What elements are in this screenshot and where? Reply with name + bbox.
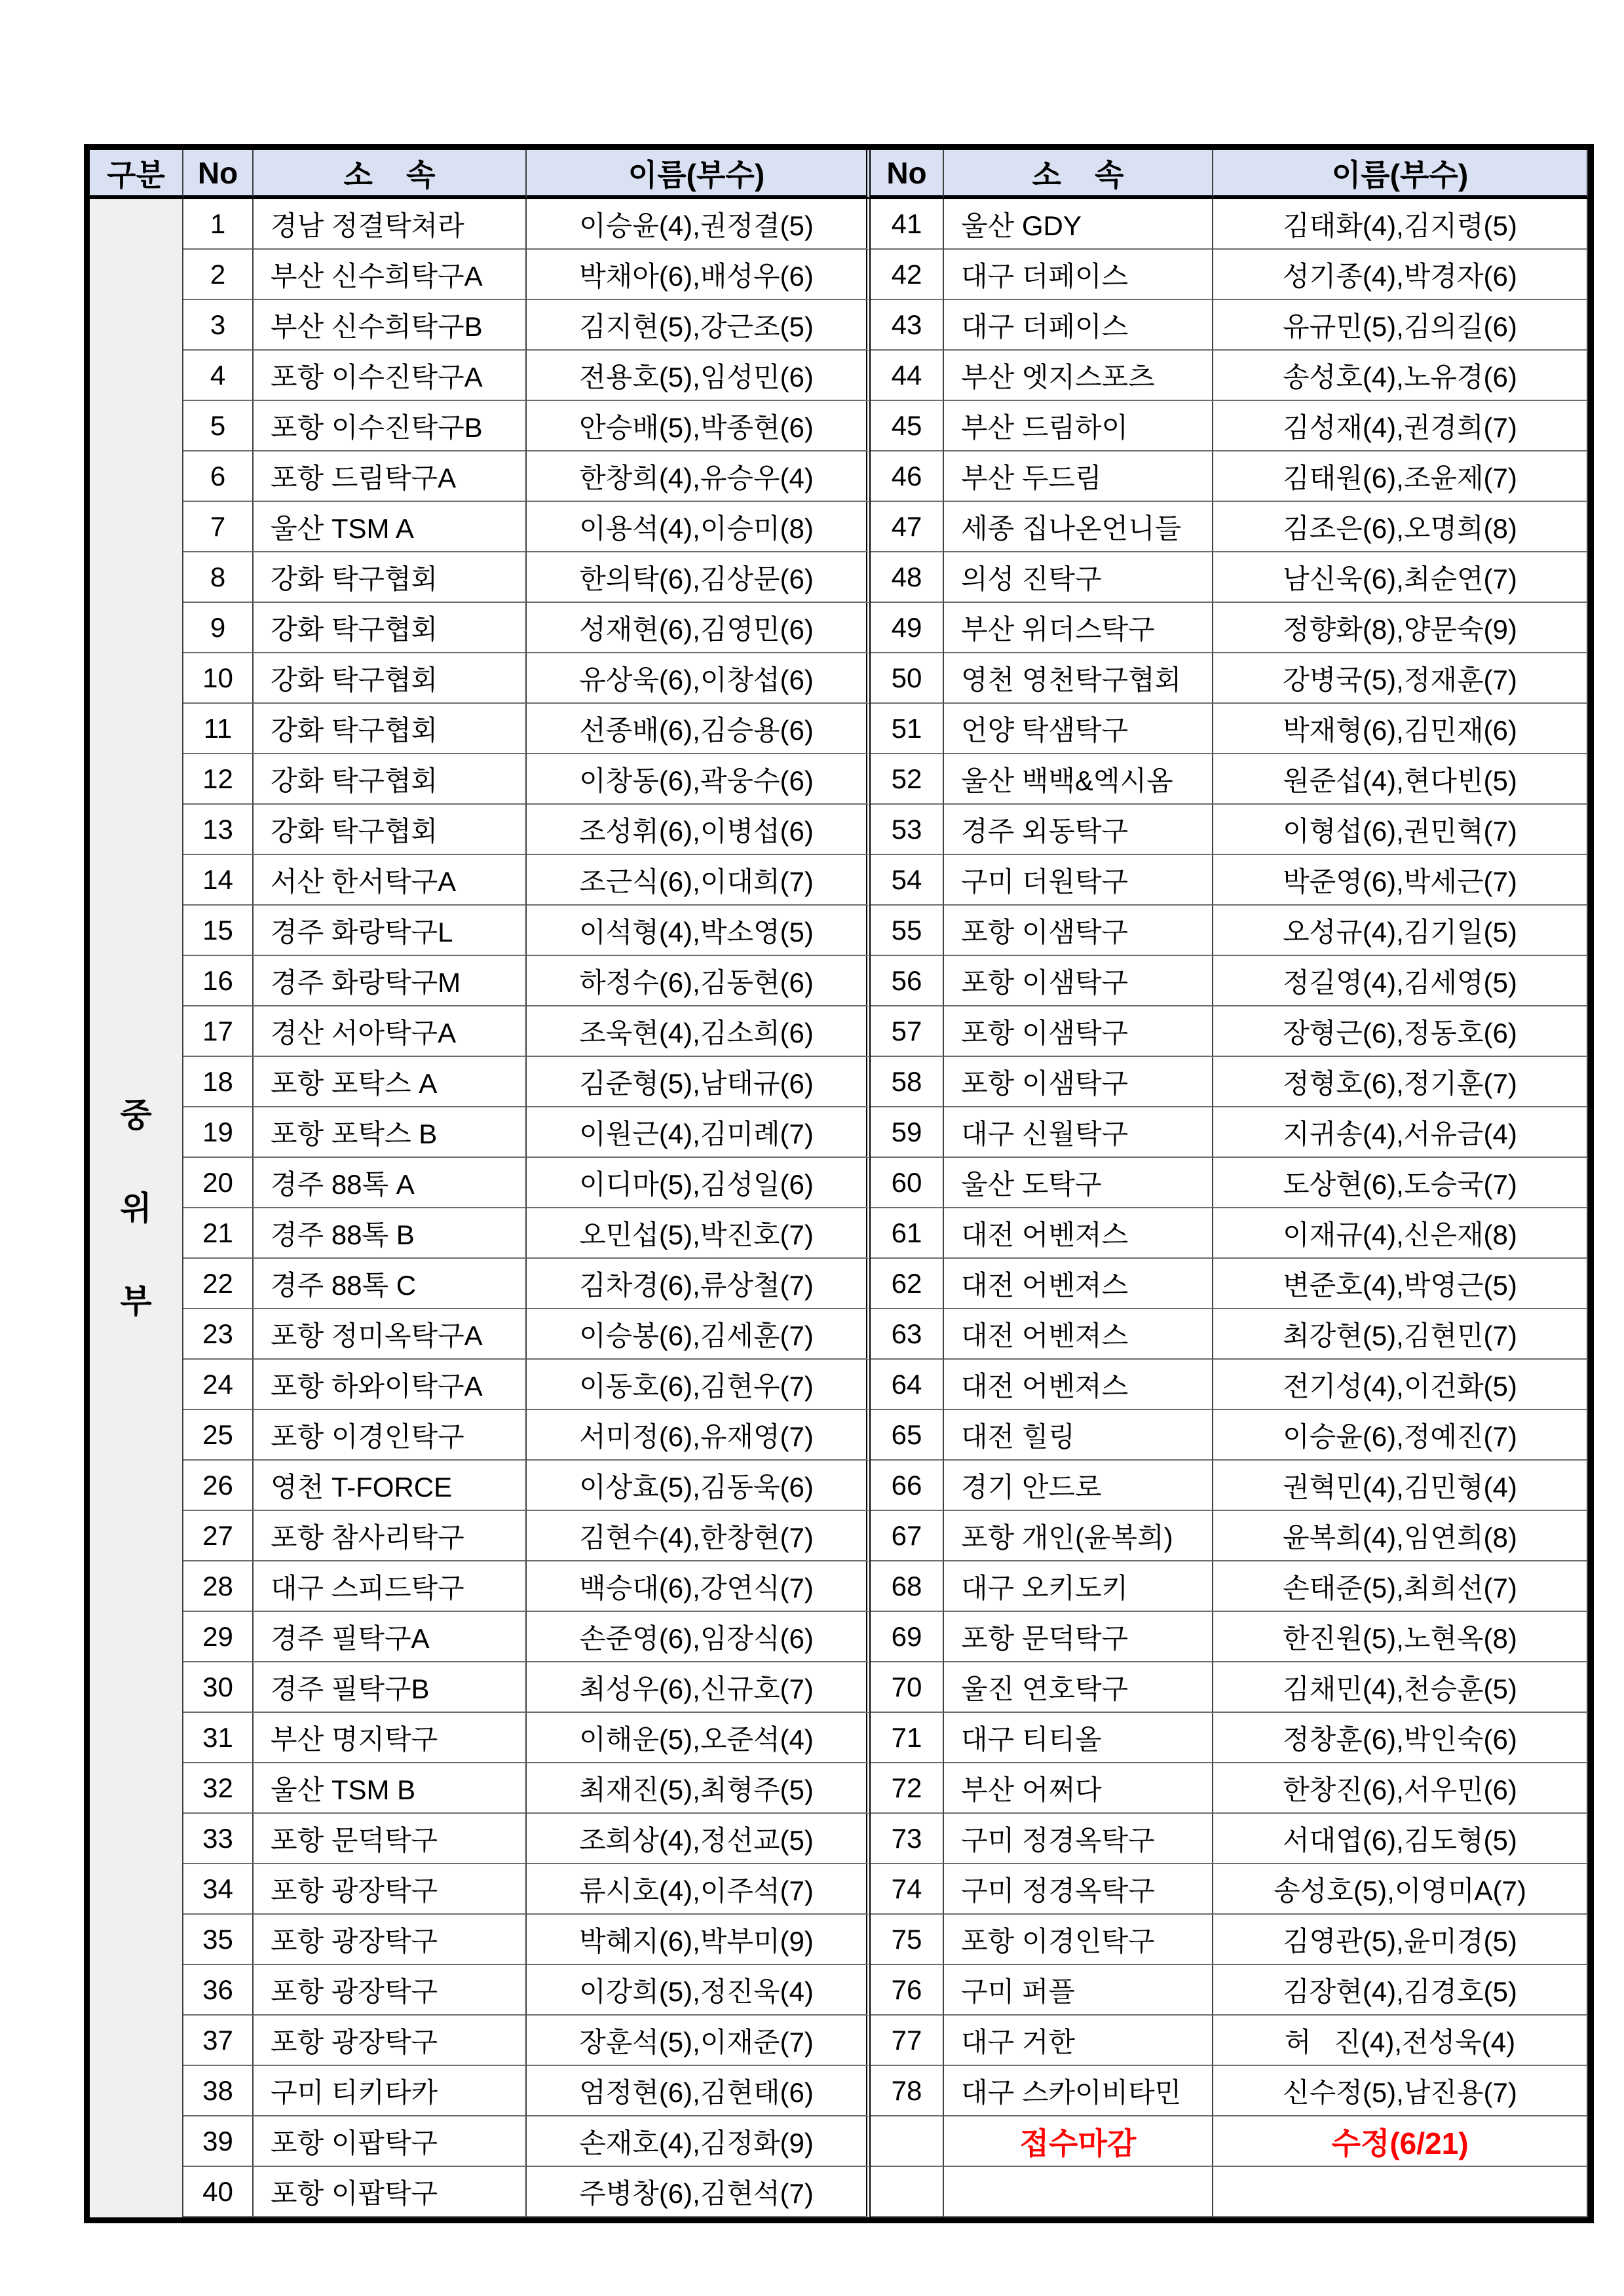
name-cell: 성재현(6),김영민(6) (527, 603, 871, 653)
name-cell: 안승배(5),박종현(6) (527, 401, 871, 451)
name-cell: 조희상(4),정선교(5) (527, 1814, 871, 1864)
team-cell: 포항 이샘탁구 (944, 1006, 1213, 1057)
team-cell: 포항 이경인탁구 (944, 1915, 1213, 1965)
row-no: 20 (183, 1158, 254, 1208)
row-no: 18 (183, 1057, 254, 1107)
name-cell: 서미정(6),유재영(7) (527, 1410, 871, 1461)
team-cell: 포항 하와이탁구A (254, 1360, 527, 1410)
row-no: 47 (871, 502, 944, 552)
team-cell: 구미 더원탁구 (944, 855, 1213, 906)
row-no: 61 (871, 1208, 944, 1259)
row-no: 59 (871, 1107, 944, 1158)
team-cell: 대구 스카이비타민 (944, 2066, 1213, 2116)
row-no-empty (871, 2167, 944, 2217)
division-char-2: 위 (120, 1190, 152, 1227)
team-cell: 대전 어벤져스 (944, 1259, 1213, 1309)
header-no-left: No (183, 150, 254, 199)
name-cell: 이형섭(6),권민혁(7) (1213, 805, 1588, 855)
team-cell: 경주 외동탁구 (944, 805, 1213, 855)
name-cell: 이동호(6),김현우(7) (527, 1360, 871, 1410)
row-no: 37 (183, 2016, 254, 2066)
name-cell: 이용석(4),이승미(8) (527, 502, 871, 552)
row-no: 77 (871, 2016, 944, 2066)
team-cell: 강화 탁구협회 (254, 805, 527, 855)
name-cell: 손태준(5),최희선(7) (1213, 1561, 1588, 1612)
name-cell: 한창진(6),서우민(6) (1213, 1763, 1588, 1814)
row-no: 29 (183, 1612, 254, 1662)
team-cell: 포항 광장탁구 (254, 1965, 527, 2016)
row-no: 71 (871, 1713, 944, 1763)
row-no-empty (871, 2116, 944, 2167)
name-cell: 백승대(6),강연식(7) (527, 1561, 871, 1612)
row-no: 15 (183, 906, 254, 956)
name-cell: 박채아(6),배성우(6) (527, 250, 871, 300)
team-cell: 강화 탁구협회 (254, 704, 527, 754)
team-cell: 경주 88톡 B (254, 1208, 527, 1259)
row-no: 63 (871, 1309, 944, 1360)
row-no: 31 (183, 1713, 254, 1763)
row-no: 64 (871, 1360, 944, 1410)
name-cell: 김준형(5),남태규(6) (527, 1057, 871, 1107)
name-cell: 박혜지(6),박부미(9) (527, 1915, 871, 1965)
team-cell: 구미 정경옥탁구 (944, 1814, 1213, 1864)
row-no: 16 (183, 956, 254, 1006)
name-cell: 김차경(6),류상철(7) (527, 1259, 871, 1309)
team-cell: 대전 어벤져스 (944, 1208, 1213, 1259)
team-cell: 대전 힐링 (944, 1410, 1213, 1461)
row-no: 38 (183, 2066, 254, 2116)
row-no: 24 (183, 1360, 254, 1410)
row-no: 32 (183, 1763, 254, 1814)
team-cell: 울산 GDY (944, 199, 1213, 250)
row-no: 1 (183, 199, 254, 250)
header-no-right: No (871, 150, 944, 199)
row-no: 39 (183, 2116, 254, 2167)
row-no: 10 (183, 653, 254, 704)
row-no: 28 (183, 1561, 254, 1612)
name-cell: 한진원(5),노현옥(8) (1213, 1612, 1588, 1662)
team-cell: 경주 88톡 C (254, 1259, 527, 1309)
team-cell: 구미 티키타카 (254, 2066, 527, 2116)
row-no: 43 (871, 300, 944, 351)
division-label (90, 199, 183, 2217)
team-cell: 부산 신수희탁구B (254, 300, 527, 351)
name-cell: 이석형(4),박소영(5) (527, 906, 871, 956)
name-cell: 손준영(6),임장식(6) (527, 1612, 871, 1662)
row-no: 22 (183, 1259, 254, 1309)
team-cell: 대구 더페이스 (944, 300, 1213, 351)
team-cell: 포항 이샘탁구 (944, 1057, 1213, 1107)
row-no: 4 (183, 351, 254, 401)
team-cell: 포항 광장탁구 (254, 1915, 527, 1965)
row-no: 13 (183, 805, 254, 855)
row-no: 25 (183, 1410, 254, 1461)
team-cell: 경주 88톡 A (254, 1158, 527, 1208)
row-no: 3 (183, 300, 254, 351)
team-cell: 포항 광장탁구 (254, 2016, 527, 2066)
name-cell: 장훈석(5),이재준(7) (527, 2016, 871, 2066)
row-no: 48 (871, 552, 944, 603)
row-no: 72 (871, 1763, 944, 1814)
team-cell: 부산 엣지스포츠 (944, 351, 1213, 401)
row-no: 75 (871, 1915, 944, 1965)
name-cell: 윤복희(4),임연희(8) (1213, 1511, 1588, 1561)
team-cell: 언양 탁샘탁구 (944, 704, 1213, 754)
row-no: 35 (183, 1915, 254, 1965)
team-cell: 포항 이샘탁구 (944, 906, 1213, 956)
name-cell: 허 진(4),전성욱(4) (1213, 2016, 1588, 2066)
row-no: 50 (871, 653, 944, 704)
row-no: 6 (183, 451, 254, 502)
name-cell: 오민섭(5),박진호(7) (527, 1208, 871, 1259)
name-cell: 성기종(4),박경자(6) (1213, 250, 1588, 300)
row-no: 7 (183, 502, 254, 552)
team-cell: 경주 필탁구B (254, 1662, 527, 1713)
team-cell: 부산 위더스탁구 (944, 603, 1213, 653)
division-char-3: 부 (120, 1283, 152, 1320)
name-cell: 도상현(6),도승국(7) (1213, 1158, 1588, 1208)
row-no: 58 (871, 1057, 944, 1107)
team-cell: 강화 탁구협회 (254, 552, 527, 603)
name-cell: 한창희(4),유승우(4) (527, 451, 871, 502)
row-no: 76 (871, 1965, 944, 2016)
team-cell: 울산 TSM A (254, 502, 527, 552)
row-no: 44 (871, 351, 944, 401)
row-no: 27 (183, 1511, 254, 1561)
team-cell: 포항 이샘탁구 (944, 956, 1213, 1006)
team-cell: 포항 이수진탁구A (254, 351, 527, 401)
name-cell: 이원근(4),김미례(7) (527, 1107, 871, 1158)
name-cell: 최강현(5),김현민(7) (1213, 1309, 1588, 1360)
row-no: 60 (871, 1158, 944, 1208)
row-no: 14 (183, 855, 254, 906)
team-cell: 대구 더페이스 (944, 250, 1213, 300)
row-no: 11 (183, 704, 254, 754)
header-name-left: 이름(부수) (527, 150, 871, 199)
row-no: 65 (871, 1410, 944, 1461)
name-cell: 김채민(4),천승훈(5) (1213, 1662, 1588, 1713)
name-cell: 엄정현(6),김현태(6) (527, 2066, 871, 2116)
name-cell: 한의탁(6),김상문(6) (527, 552, 871, 603)
team-cell: 울진 연호탁구 (944, 1662, 1213, 1713)
row-no: 70 (871, 1662, 944, 1713)
registration-closed-label: 접수마감 (944, 2116, 1213, 2167)
name-cell: 선종배(6),김승용(6) (527, 704, 871, 754)
name-cell-empty (1213, 2167, 1588, 2217)
team-cell: 대전 어벤져스 (944, 1309, 1213, 1360)
row-no: 41 (871, 199, 944, 250)
team-cell: 영천 T-FORCE (254, 1461, 527, 1511)
row-no: 33 (183, 1814, 254, 1864)
row-no: 74 (871, 1864, 944, 1915)
team-cell: 대구 스피드탁구 (254, 1561, 527, 1612)
name-cell: 변준호(4),박영근(5) (1213, 1259, 1588, 1309)
team-cell: 강화 탁구협회 (254, 603, 527, 653)
row-no: 46 (871, 451, 944, 502)
name-cell: 이창동(6),곽웅수(6) (527, 754, 871, 805)
team-cell: 강화 탁구협회 (254, 754, 527, 805)
header-affiliation-right: 소 속 (944, 150, 1213, 199)
team-cell: 대구 신월탁구 (944, 1107, 1213, 1158)
name-cell: 하정수(6),김동현(6) (527, 956, 871, 1006)
team-cell: 서산 한서탁구A (254, 855, 527, 906)
team-cell: 포항 개인(윤복희) (944, 1511, 1213, 1561)
row-no: 34 (183, 1864, 254, 1915)
team-cell: 포항 문덕탁구 (254, 1814, 527, 1864)
row-no: 56 (871, 956, 944, 1006)
name-cell: 송성호(4),노유경(6) (1213, 351, 1588, 401)
team-cell: 포항 참사리탁구 (254, 1511, 527, 1561)
row-no: 30 (183, 1662, 254, 1713)
row-no: 45 (871, 401, 944, 451)
team-cell: 강화 탁구협회 (254, 653, 527, 704)
team-cell: 부산 신수희탁구A (254, 250, 527, 300)
team-cell: 세종 집나온언니들 (944, 502, 1213, 552)
row-no: 5 (183, 401, 254, 451)
row-no: 40 (183, 2167, 254, 2217)
team-cell: 포항 이팝탁구 (254, 2116, 527, 2167)
name-cell: 조욱현(4),김소희(6) (527, 1006, 871, 1057)
row-no: 57 (871, 1006, 944, 1057)
name-cell: 김태원(6),조윤제(7) (1213, 451, 1588, 502)
team-cell: 포항 이수진탁구B (254, 401, 527, 451)
name-cell: 조성휘(6),이병섭(6) (527, 805, 871, 855)
row-no: 21 (183, 1208, 254, 1259)
name-cell: 지귀송(4),서유금(4) (1213, 1107, 1588, 1158)
team-cell: 부산 드림하이 (944, 401, 1213, 451)
team-cell: 울산 TSM B (254, 1763, 527, 1814)
name-cell: 최재진(5),최형주(5) (527, 1763, 871, 1814)
name-cell: 손재호(4),김정화(9) (527, 2116, 871, 2167)
name-cell: 유상욱(6),이창섭(6) (527, 653, 871, 704)
revision-date-label: 수정(6/21) (1213, 2116, 1588, 2167)
row-no: 62 (871, 1259, 944, 1309)
name-cell: 유규민(5),김의길(6) (1213, 300, 1588, 351)
row-no: 42 (871, 250, 944, 300)
row-no: 66 (871, 1461, 944, 1511)
team-cell: 포항 정미옥탁구A (254, 1309, 527, 1360)
row-no: 9 (183, 603, 254, 653)
team-cell: 포항 포탁스 B (254, 1107, 527, 1158)
name-cell: 남신욱(6),최순연(7) (1213, 552, 1588, 603)
name-cell: 이상효(5),김동욱(6) (527, 1461, 871, 1511)
row-no: 69 (871, 1612, 944, 1662)
name-cell: 김성재(4),권경희(7) (1213, 401, 1588, 451)
name-cell: 원준섭(4),현다빈(5) (1213, 754, 1588, 805)
team-cell: 포항 드림탁구A (254, 451, 527, 502)
header-category: 구분 (90, 150, 183, 199)
row-no: 52 (871, 754, 944, 805)
row-no: 53 (871, 805, 944, 855)
team-cell-empty (944, 2167, 1213, 2217)
team-cell: 대구 티티올 (944, 1713, 1213, 1763)
name-cell: 전용호(5),임성민(6) (527, 351, 871, 401)
header-affiliation-left: 소 속 (254, 150, 527, 199)
name-cell: 주병창(6),김현석(7) (527, 2167, 871, 2217)
team-cell: 대구 거한 (944, 2016, 1213, 2066)
team-cell: 경주 화랑탁구L (254, 906, 527, 956)
name-cell: 장형근(6),정동호(6) (1213, 1006, 1588, 1057)
header-name-right: 이름(부수) (1213, 150, 1588, 199)
team-cell: 경남 정결탁쳐라 (254, 199, 527, 250)
name-cell: 이승윤(4),권정결(5) (527, 199, 871, 250)
name-cell: 서대엽(6),김도형(5) (1213, 1814, 1588, 1864)
name-cell: 전기성(4),이건화(5) (1213, 1360, 1588, 1410)
name-cell: 정길영(4),김세영(5) (1213, 956, 1588, 1006)
team-cell: 부산 두드림 (944, 451, 1213, 502)
name-cell: 류시호(4),이주석(7) (527, 1864, 871, 1915)
row-no: 8 (183, 552, 254, 603)
team-cell: 울산 도탁구 (944, 1158, 1213, 1208)
row-no: 67 (871, 1511, 944, 1561)
team-cell: 포항 이팝탁구 (254, 2167, 527, 2217)
row-no: 36 (183, 1965, 254, 2016)
name-cell: 조근식(6),이대희(7) (527, 855, 871, 906)
name-cell: 이디마(5),김성일(6) (527, 1158, 871, 1208)
name-cell: 이승윤(6),정예진(7) (1213, 1410, 1588, 1461)
team-cell: 의성 진탁구 (944, 552, 1213, 603)
name-cell: 김조은(6),오명희(8) (1213, 502, 1588, 552)
team-cell: 영천 영천탁구협회 (944, 653, 1213, 704)
row-no: 26 (183, 1461, 254, 1511)
division-char-1: 중 (120, 1097, 152, 1134)
name-cell: 정창훈(6),박인숙(6) (1213, 1713, 1588, 1763)
name-cell: 이재규(4),신은재(8) (1213, 1208, 1588, 1259)
team-cell: 대구 오키도키 (944, 1561, 1213, 1612)
team-cell: 경산 서아탁구A (254, 1006, 527, 1057)
row-no: 49 (871, 603, 944, 653)
team-cell: 부산 어쩌다 (944, 1763, 1213, 1814)
team-cell: 경기 안드로 (944, 1461, 1213, 1511)
name-cell: 정형호(6),정기훈(7) (1213, 1057, 1588, 1107)
row-no: 55 (871, 906, 944, 956)
row-no: 2 (183, 250, 254, 300)
name-cell: 이승봉(6),김세훈(7) (527, 1309, 871, 1360)
team-cell: 포항 포탁스 A (254, 1057, 527, 1107)
name-cell: 정향화(8),양문숙(9) (1213, 603, 1588, 653)
name-cell: 송성호(5),이영미A(7) (1213, 1864, 1588, 1915)
row-no: 12 (183, 754, 254, 805)
row-no: 54 (871, 855, 944, 906)
registration-table (84, 144, 1594, 2223)
name-cell: 김장현(4),김경호(5) (1213, 1965, 1588, 2016)
team-cell: 구미 정경옥탁구 (944, 1864, 1213, 1915)
team-cell: 구미 퍼플 (944, 1965, 1213, 2016)
team-cell: 대전 어벤져스 (944, 1360, 1213, 1410)
row-no: 17 (183, 1006, 254, 1057)
row-no: 19 (183, 1107, 254, 1158)
team-cell: 부산 명지탁구 (254, 1713, 527, 1763)
row-no: 51 (871, 704, 944, 754)
row-no: 68 (871, 1561, 944, 1612)
name-cell: 김지현(5),강근조(5) (527, 300, 871, 351)
name-cell: 신수정(5),남진용(7) (1213, 2066, 1588, 2116)
name-cell: 박준영(6),박세근(7) (1213, 855, 1588, 906)
row-no: 23 (183, 1309, 254, 1360)
name-cell: 강병국(5),정재훈(7) (1213, 653, 1588, 704)
name-cell: 오성규(4),김기일(5) (1213, 906, 1588, 956)
name-cell: 이강희(5),정진욱(4) (527, 1965, 871, 2016)
name-cell: 박재형(6),김민재(6) (1213, 704, 1588, 754)
name-cell: 이해운(5),오준석(4) (527, 1713, 871, 1763)
team-cell: 경주 화랑탁구M (254, 956, 527, 1006)
row-no: 73 (871, 1814, 944, 1864)
team-cell: 경주 필탁구A (254, 1612, 527, 1662)
team-cell: 울산 백백&엑시옴 (944, 754, 1213, 805)
name-cell: 김영관(5),윤미경(5) (1213, 1915, 1588, 1965)
name-cell: 최성우(6),신규호(7) (527, 1662, 871, 1713)
name-cell: 김현수(4),한창현(7) (527, 1511, 871, 1561)
team-cell: 포항 문덕탁구 (944, 1612, 1213, 1662)
team-cell: 포항 이경인탁구 (254, 1410, 527, 1461)
name-cell: 권혁민(4),김민형(4) (1213, 1461, 1588, 1511)
team-cell: 포항 광장탁구 (254, 1864, 527, 1915)
name-cell: 김태화(4),김지령(5) (1213, 199, 1588, 250)
row-no: 78 (871, 2066, 944, 2116)
